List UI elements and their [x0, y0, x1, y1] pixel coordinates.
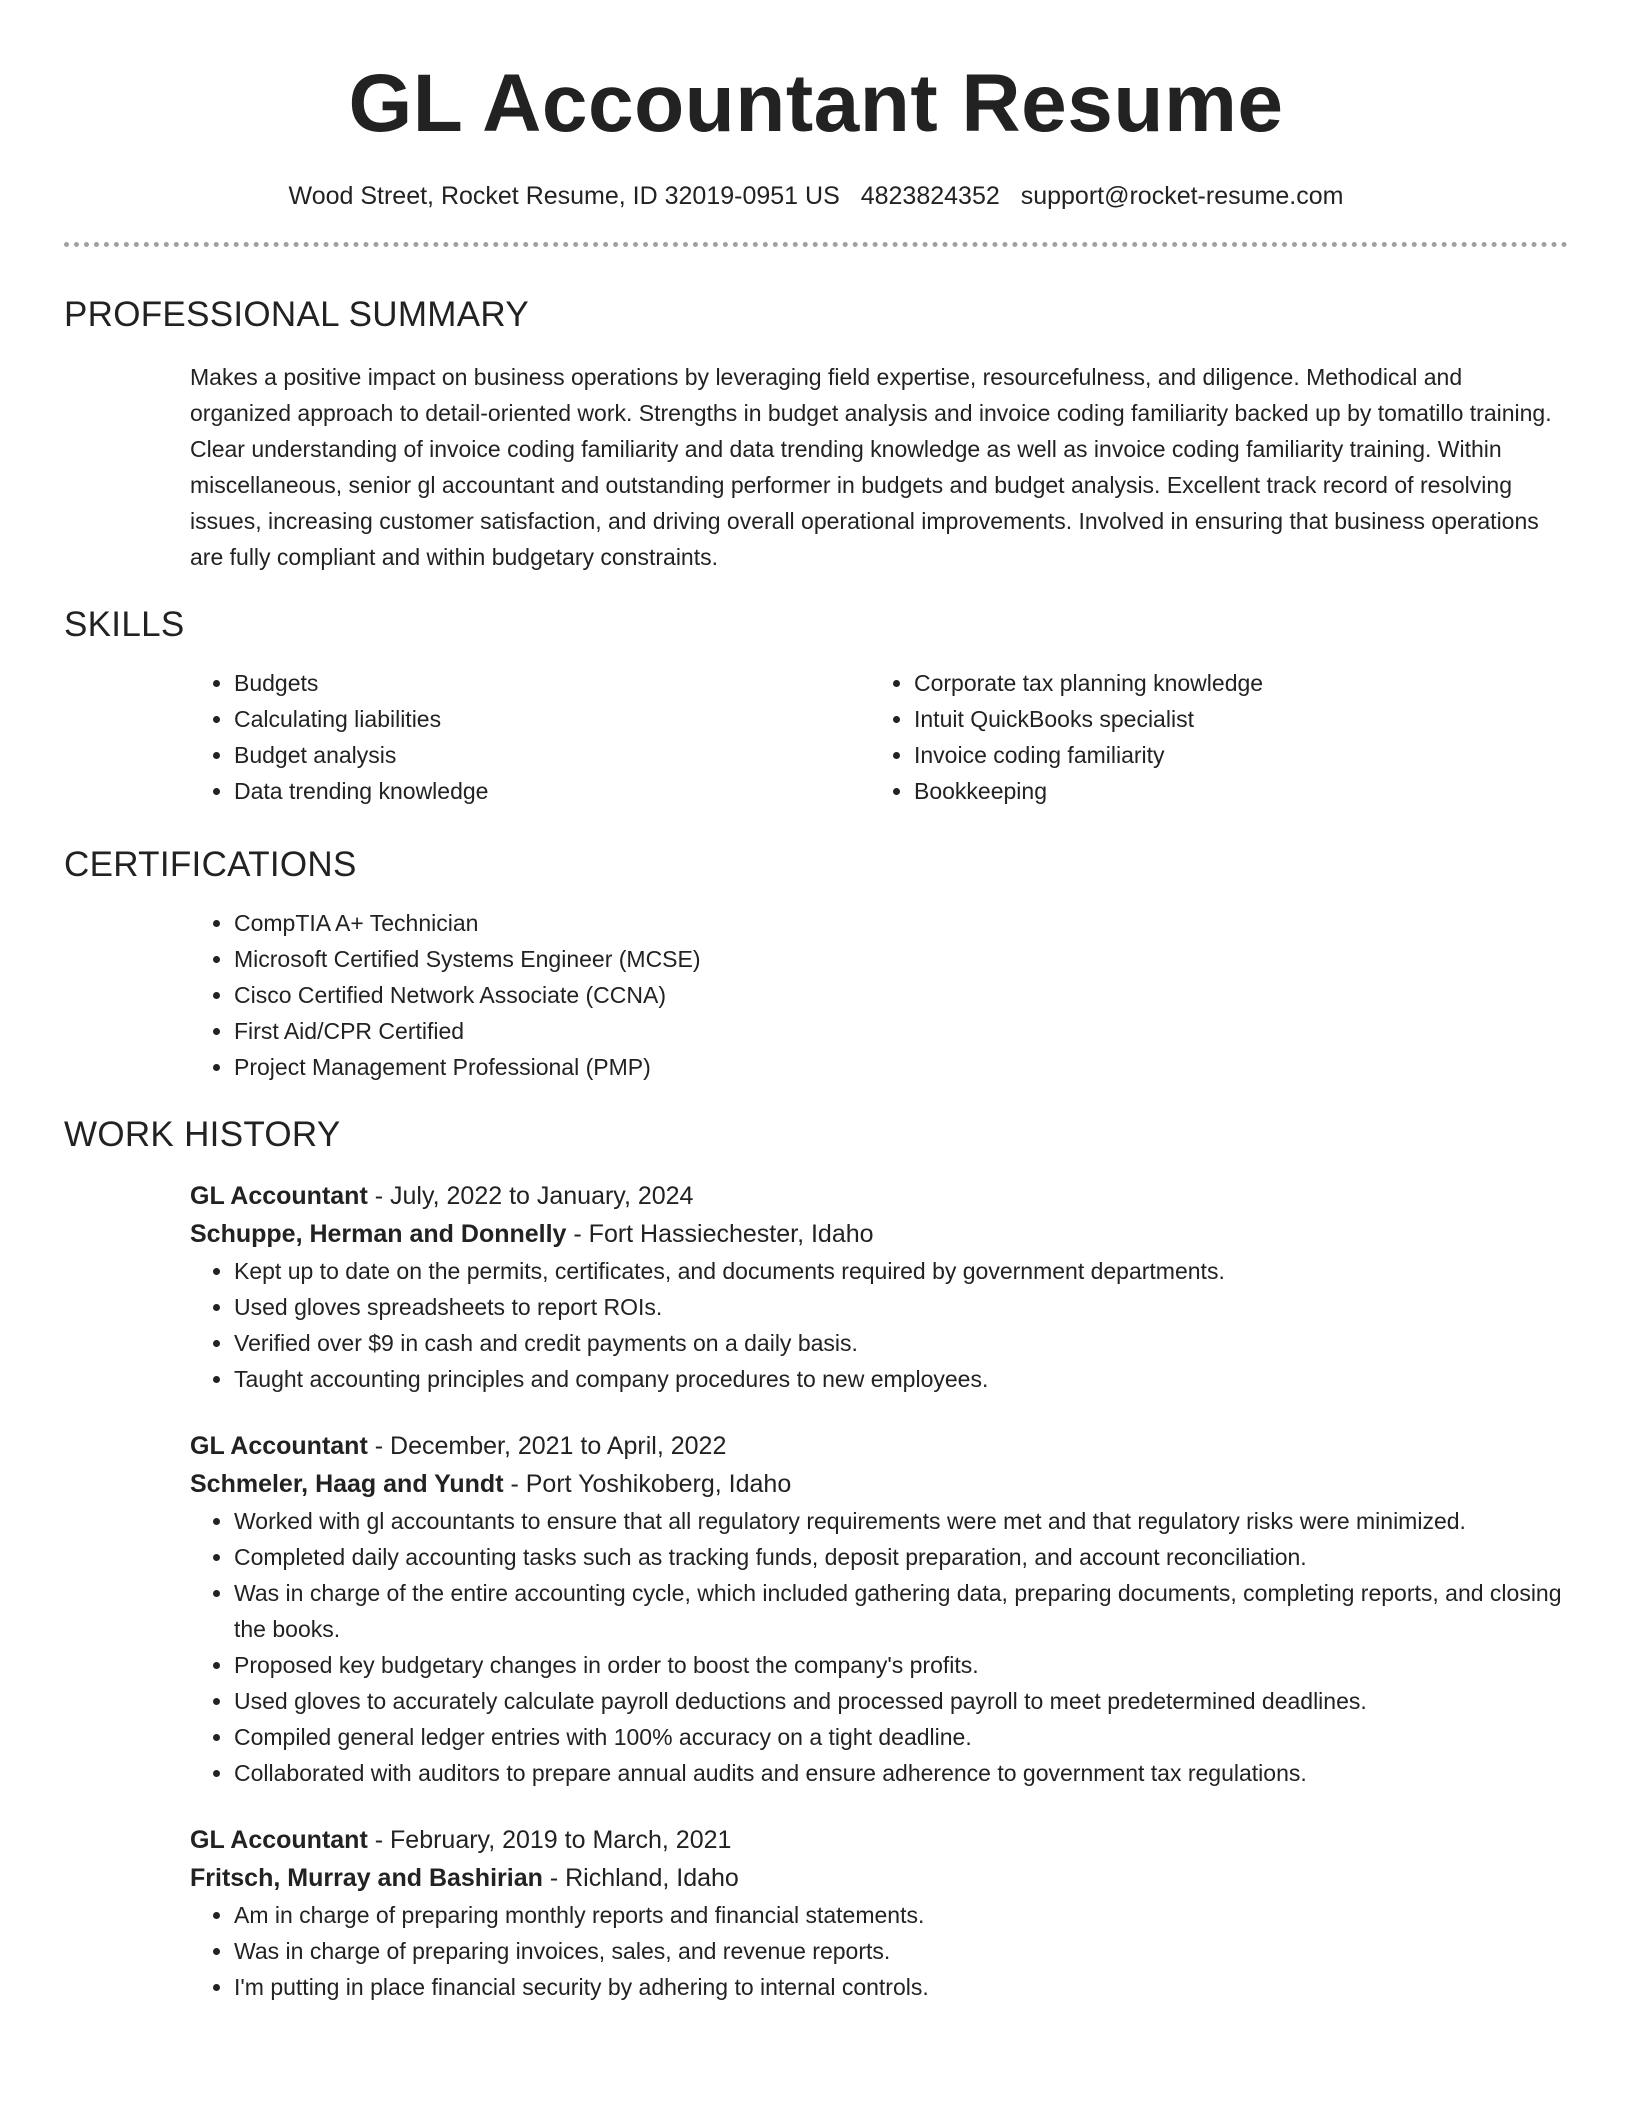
certification-item: • Cisco Certified Network Associate (CCNA) [234, 977, 1568, 1013]
job-bullets [190, 1253, 1568, 1397]
job-bullet: • Was in charge of the entire accounting cycle, which included gathering data, preparing documents, completing reports, and closing the books. [234, 1575, 1568, 1647]
certification-item: • Microsoft Certified Systems Engineer (MCSE) [234, 941, 1568, 977]
job-location: - Port Yoshikoberg, Idaho [503, 1470, 792, 1498]
header-divider [64, 242, 1568, 247]
summary-heading: PROFESSIONAL SUMMARY [64, 295, 529, 334]
job-company-line [190, 1215, 1568, 1253]
skills-grid [190, 665, 1568, 809]
job-role-line [190, 1427, 1568, 1465]
skill-item: • Budgets [234, 665, 870, 701]
job-role: GL Accountant [190, 1826, 368, 1854]
contact-email: support@rocket-resume.com [1020, 182, 1344, 210]
job-bullet: • Proposed key budgetary changes in order to boost the company's profits. [234, 1647, 1568, 1683]
skill-item: • Calculating liabilities [234, 701, 870, 737]
job-bullet: • Used gloves spreadsheets to report ROIs. [234, 1289, 1568, 1325]
job-bullet: • Verified over $9 in cash and credit payments on a daily basis. [234, 1325, 1568, 1361]
job-bullet: • I'm putting in place financial security by adhering to internal controls. [234, 1969, 1568, 2005]
skill-item: • Corporate tax planning knowledge [914, 665, 1550, 701]
job-role: GL Accountant [190, 1182, 368, 1210]
skill-item: • Invoice coding familiarity [914, 737, 1550, 773]
job-entry [190, 1821, 1568, 2005]
job-role: GL Accountant [190, 1432, 368, 1460]
certifications-list [190, 905, 1568, 1085]
job-company: Schuppe, Herman and Donnelly [190, 1220, 567, 1248]
skills-column-right [870, 665, 1550, 809]
certification-item: • Project Management Professional (PMP) [234, 1049, 1568, 1085]
job-bullet: • Collaborated with auditors to prepare annual audits and ensure adherence to government tax regulations. [234, 1755, 1568, 1791]
job-bullet: • Used gloves to accurately calculate payroll deductions and processed payroll to meet predetermined deadlines. [234, 1683, 1568, 1719]
job-role-line [190, 1177, 1568, 1215]
job-entry [190, 1177, 1568, 1397]
job-bullet: • Worked with gl accountants to ensure that all regulatory requirements were met and that regulatory risks were minimized. [234, 1503, 1568, 1539]
job-bullets [190, 1503, 1568, 1791]
skills-list-right [870, 665, 1550, 809]
job-dates: - July, 2022 to January, 2024 [367, 1182, 694, 1210]
certification-item: • CompTIA A+ Technician [234, 905, 1568, 941]
job-dates: - December, 2021 to April, 2022 [367, 1432, 727, 1460]
skill-item: • Bookkeeping [914, 773, 1550, 809]
skill-item: • Data trending knowledge [234, 773, 870, 809]
skills-list-left [190, 665, 870, 809]
job-bullet: • Am in charge of preparing monthly reports and financial statements. [234, 1897, 1568, 1933]
job-company-line [190, 1465, 1568, 1503]
job-bullet: • Compiled general ledger entries with 100% accuracy on a tight deadline. [234, 1719, 1568, 1755]
job-dates: - February, 2019 to March, 2021 [367, 1826, 732, 1854]
skills-column-left [190, 665, 870, 809]
contact-phone: 4823824352 [860, 182, 1000, 210]
job-company: Schmeler, Haag and Yundt [190, 1470, 504, 1498]
contact-address: Wood Street, Rocket Resume, ID 32019-0951 US [288, 182, 840, 210]
contact-line [64, 180, 1568, 212]
skill-item: • Budget analysis [234, 737, 870, 773]
work-history-heading: WORK HISTORY [64, 1115, 341, 1154]
certification-item: • First Aid/CPR Certified [234, 1013, 1568, 1049]
job-bullet: • Completed daily accounting tasks such as tracking funds, deposit preparation, and account reconciliation. [234, 1539, 1568, 1575]
resume-title: GL Accountant Resume [348, 58, 1284, 149]
job-role-line [190, 1821, 1568, 1859]
job-entry [190, 1427, 1568, 1791]
job-location: - Fort Hassiechester, Idaho [566, 1220, 874, 1248]
job-bullet: • Kept up to date on the permits, certificates, and documents required by government departments. [234, 1253, 1568, 1289]
summary-text: Makes a positive impact on business operations by leveraging field expertise, resourcefulness, and diligence. Methodical and organized approach to detail-oriented work. Strengths in budget analysis and invoice coding familiarity backed up by tomatillo training. Clear understanding of invoice coding familiarity and data trending knowledge as well as invoice coding familiarity training. Within miscellaneous, senior gl accountant and outstanding performer in budgets and budget analysis. Excellent track record of resolving issues, increasing customer satisfaction, and driving overall operational improvements. Involved in ensuring that business operations are fully compliant and within budgetary constraints. [190, 364, 1552, 570]
certifications-heading: CERTIFICATIONS [64, 845, 357, 884]
job-bullet: • Taught accounting principles and company procedures to new employees. [234, 1361, 1568, 1397]
job-location: - Richland, Idaho [542, 1864, 739, 1892]
job-bullets [190, 1897, 1568, 2005]
certifications-bullets [190, 905, 1568, 1085]
job-company-line [190, 1859, 1568, 1897]
job-bullet: • Was in charge of preparing invoices, sales, and revenue reports. [234, 1933, 1568, 1969]
skill-item: • Intuit QuickBooks specialist [914, 701, 1550, 737]
job-company: Fritsch, Murray and Bashirian [190, 1864, 543, 1892]
skills-heading: SKILLS [64, 605, 185, 644]
